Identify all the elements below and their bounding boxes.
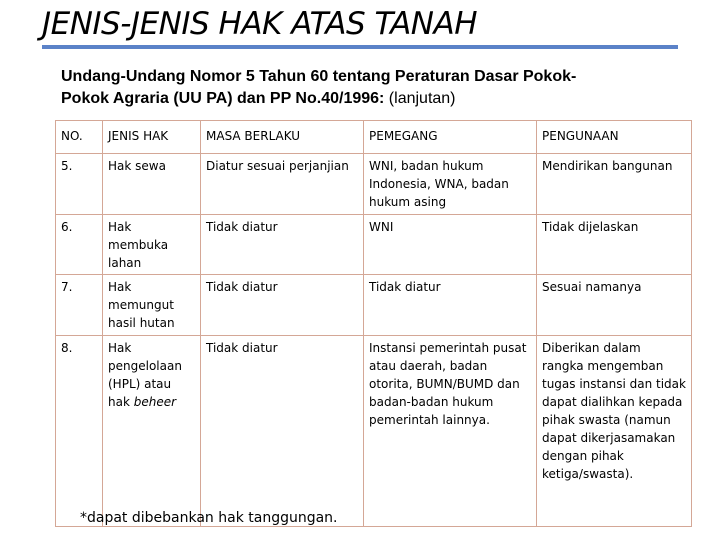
cell-masa-berlaku: Tidak diatur <box>201 275 364 336</box>
cell-masa-berlaku: Tidak diatur <box>201 215 364 275</box>
subtitle-main: Undang-Undang Nomor 5 Tahun 60 tentang Peraturan Dasar Pokok-Pokok Agraria (UU PA) dan PP No.40/1996: <box>61 68 577 107</box>
cell-pemegang: Tidak diatur <box>364 275 537 336</box>
cell-pemegang: WNI, badan hukum Indonesia, WNA, badan hukum asing <box>364 154 537 215</box>
header-jenis-hak: JENIS HAK <box>103 121 201 154</box>
cell-penggunaan: Sesuai namanya <box>537 275 692 336</box>
cell-penggunaan: Mendirikan bangunan <box>537 154 692 215</box>
title-underline <box>42 45 678 49</box>
table-row <box>56 275 692 336</box>
table-row <box>56 336 692 527</box>
cell-pemegang: Instansi pemerintah pusat atau daerah, badan otorita, BUMN/BUMD dan badan-badan hukum pemerintah lainnya. <box>364 336 537 527</box>
header-no: NO. <box>56 121 103 154</box>
table-header-row <box>56 121 692 154</box>
cell-jenis-hak: Hak sewa <box>103 154 201 215</box>
cell-jenis-hak: Hak memungut hasil hutan <box>103 275 201 336</box>
footnote: *dapat dibebankan hak tanggungan. <box>80 510 338 526</box>
header-pemegang: PEMEGANG <box>364 121 537 154</box>
land-rights-table <box>55 120 692 527</box>
cell-penggunaan: Diberikan dalam rangka mengemban tugas instansi dan tidak dapat dialihkan kepada pihak swasta (namun dapat dikerjasamakan dengan pihak ketiga/swasta). <box>537 336 692 527</box>
cell-jenis-hak-text: Hak pengelolaan (HPL) atau hak <box>108 341 182 409</box>
subtitle-lanjutan: (lanjutan) <box>384 90 456 107</box>
slide-subtitle <box>61 66 621 110</box>
cell-jenis-hak-italic: beheer <box>133 395 177 409</box>
table-row <box>56 215 692 275</box>
cell-no: 7. <box>56 275 103 336</box>
cell-no: 6. <box>56 215 103 275</box>
cell-pemegang: WNI <box>364 215 537 275</box>
header-masa-berlaku: MASA BERLAKU <box>201 121 364 154</box>
table-row <box>56 154 692 215</box>
slide-title: JENIS-JENIS HAK ATAS TANAH <box>42 6 478 42</box>
cell-no: 5. <box>56 154 103 215</box>
cell-no: 8. <box>56 336 103 527</box>
header-pengunaan: PENGUNAAN <box>537 121 692 154</box>
cell-masa-berlaku: Tidak diatur <box>201 336 364 527</box>
cell-jenis-hak: Hak membuka lahan <box>103 215 201 275</box>
cell-jenis-hak <box>103 336 201 527</box>
cell-masa-berlaku: Diatur sesuai perjanjian <box>201 154 364 215</box>
cell-penggunaan: Tidak dijelaskan <box>537 215 692 275</box>
